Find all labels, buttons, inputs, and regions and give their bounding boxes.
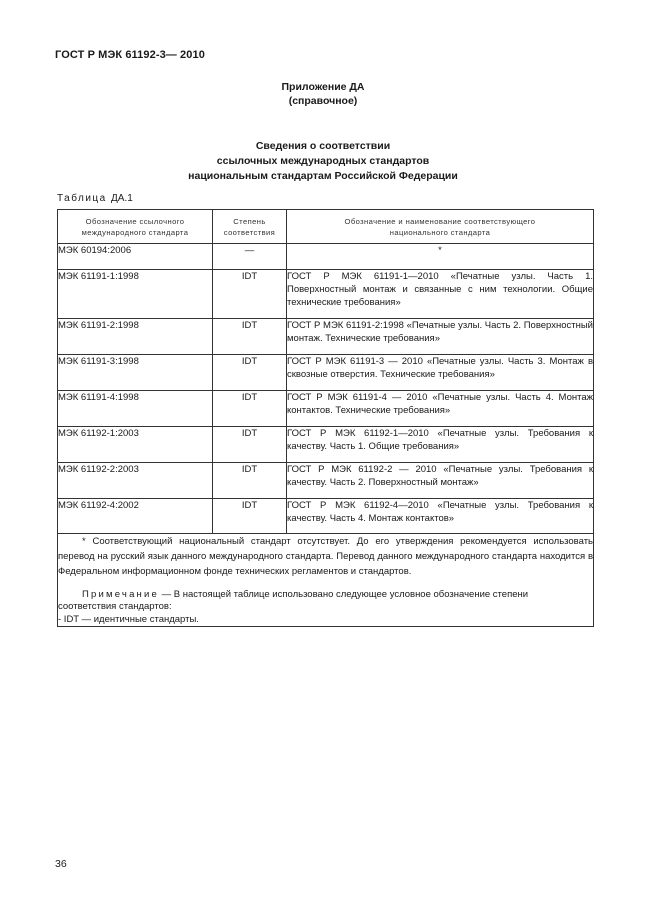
cell-national-standard: ГОСТ Р МЭК 61191-1—2010 «Печатные узлы. Часть 1. Поверхностный монтаж и связанные с ним технологии. Общие технические требования» (287, 270, 594, 319)
table-row (58, 270, 594, 319)
cell-national-standard: * (287, 244, 594, 270)
section-title (0, 139, 646, 184)
cell-international-code: МЭК 61191-1:1998 (58, 270, 213, 319)
cell-degree: IDT (213, 319, 287, 355)
table-row (58, 355, 594, 391)
header-col1-line2: международного стандарта (81, 227, 189, 237)
note-item: - IDT — идентичные стандарты. (58, 614, 199, 625)
footnote-text: * Соответствующий национальный стандарт отсутствует. До его утверждения рекомендуется использовать перевод на русский язык данного международного стандарта. Перевод данного международного стандарта находится в Федеральном информационном фонде технических регламентов и стандартов. (58, 536, 593, 577)
header-col3-line1: Обозначение и наименование соответствующего (344, 216, 536, 226)
header-col2-line1: Степень (233, 216, 266, 226)
note-label: Примечание (82, 589, 159, 600)
header-international-standard (58, 210, 213, 244)
note-continuation: соответствия стандартов: (58, 601, 172, 612)
table-row (58, 427, 594, 463)
table-row (58, 319, 594, 355)
header-col1-line1: Обозначение ссылочного (85, 216, 185, 226)
cell-national-standard: ГОСТ Р МЭК 61192-1—2010 «Печатные узлы. Требования к качеству. Часть 1. Общие требования» (287, 427, 594, 463)
table-label-word: Таблица (57, 193, 107, 204)
document-code: ГОСТ Р МЭК 61192-3— 2010 (55, 49, 205, 61)
table-row (58, 244, 594, 270)
table-row (58, 391, 594, 427)
section-title-line-1: Сведения о соответствии (255, 140, 391, 152)
header-degree (213, 210, 287, 244)
cell-degree: IDT (213, 391, 287, 427)
cell-international-code: МЭК 61191-4:1998 (58, 391, 213, 427)
table-footnote-cell (58, 534, 594, 627)
cell-degree: IDT (213, 427, 287, 463)
header-col2-line2: соответствия (223, 227, 276, 237)
cell-national-standard: ГОСТ Р МЭК 61192-2 — 2010 «Печатные узлы. Требования к качеству. Часть 2. Поверхностный монтаж» (287, 463, 594, 499)
cell-national-standard: ГОСТ Р МЭК 61191-4 — 2010 «Печатные узлы. Часть 4. Монтаж контактов. Технические требования» (287, 391, 594, 427)
cell-national-standard: ГОСТ Р МЭК 61192-4—2010 «Печатные узлы. Требования к качеству. Часть 4. Монтаж контактов» (287, 499, 594, 534)
cell-national-standard: ГОСТ Р МЭК 61191-2:1998 «Печатные узлы. Часть 2. Поверхностный монтаж. Технические требования» (287, 319, 594, 355)
section-title-line-3: национальным стандартам Российской Федерации (188, 170, 458, 182)
cell-national-standard: ГОСТ Р МЭК 61191-3 — 2010 «Печатные узлы. Часть 3. Монтаж в сквозные отверстия. Технические требования» (287, 355, 594, 391)
table-row (58, 463, 594, 499)
cell-degree: IDT (213, 355, 287, 391)
header-national-standard (287, 210, 594, 244)
cell-degree: IDT (213, 499, 287, 534)
appendix-heading (0, 80, 646, 108)
cell-international-code: МЭК 60194:2006 (58, 244, 213, 270)
appendix-subtitle: (справочное) (288, 95, 358, 107)
table-label-number: ДА.1 (111, 193, 133, 204)
correspondence-table (57, 209, 594, 627)
page-number: 36 (55, 858, 67, 870)
table-row (58, 499, 594, 534)
cell-degree: IDT (213, 463, 287, 499)
cell-degree: IDT (213, 270, 287, 319)
table-header-row (58, 210, 594, 244)
table-label (57, 193, 133, 204)
table-footnote-row (58, 534, 594, 627)
cell-international-code: МЭК 61192-2:2003 (58, 463, 213, 499)
cell-international-code: МЭК 61192-4:2002 (58, 499, 213, 534)
cell-international-code: МЭК 61192-1:2003 (58, 427, 213, 463)
note (58, 589, 593, 601)
note-text: — В настоящей таблице использовано следующее условное обозначение степени (159, 589, 529, 600)
header-col3-line2: национального стандарта (389, 227, 491, 237)
cell-international-code: МЭК 61191-3:1998 (58, 355, 213, 391)
section-title-line-2: ссылочных международных стандартов (216, 155, 430, 167)
cell-degree: — (213, 244, 287, 270)
appendix-title: Приложение ДА (281, 81, 365, 93)
cell-international-code: МЭК 61191-2:1998 (58, 319, 213, 355)
